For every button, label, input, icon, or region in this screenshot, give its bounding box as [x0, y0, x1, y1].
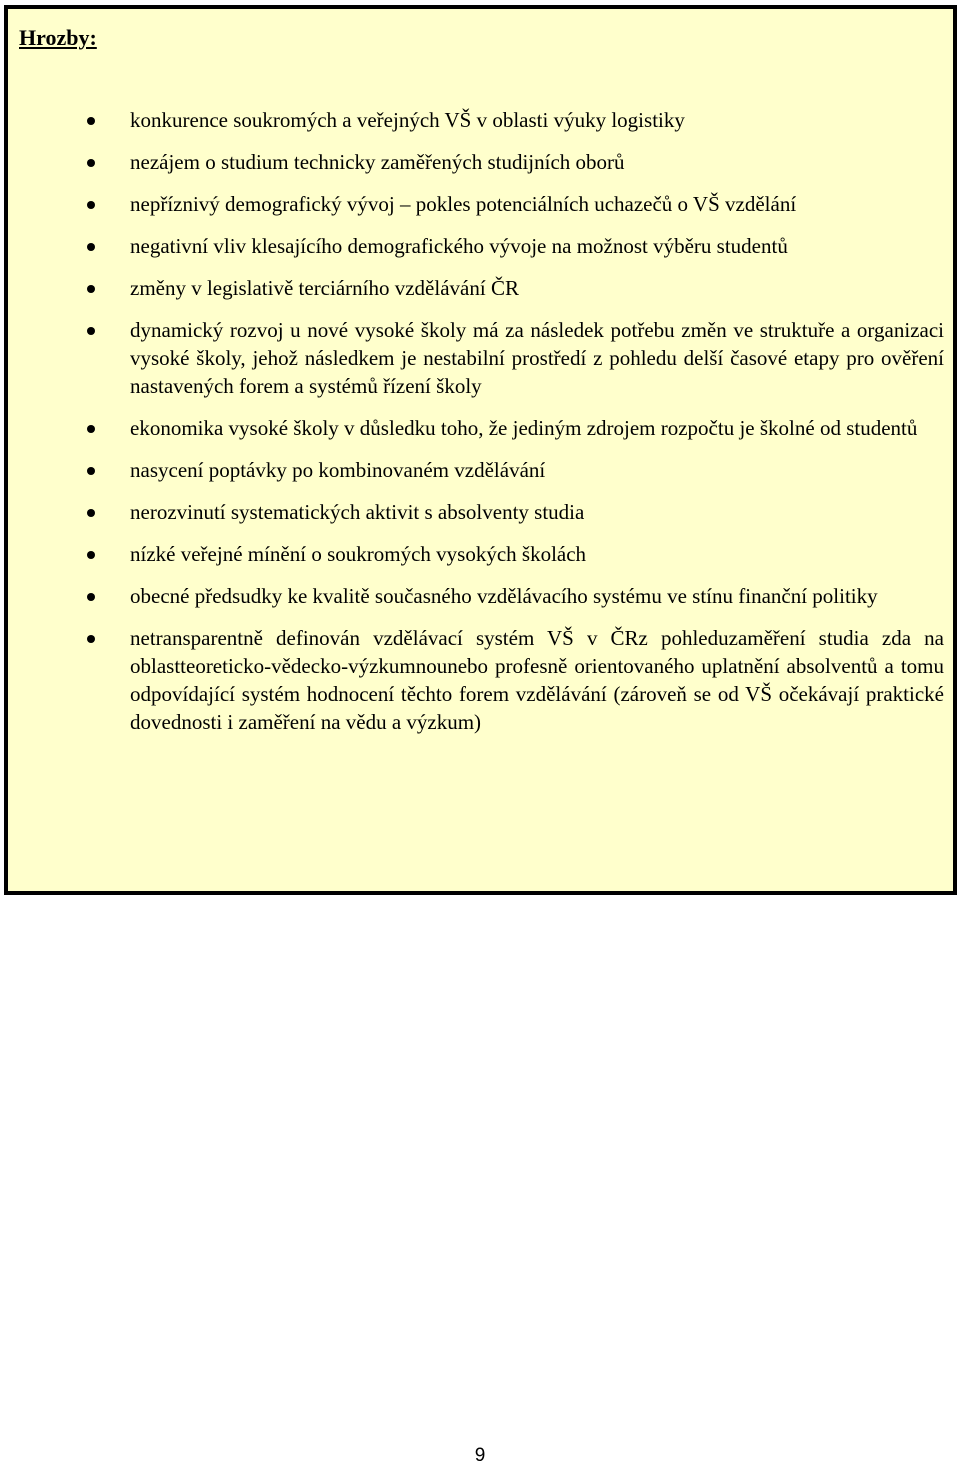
list-item-text: nerozvinutí systematických aktivit s absolventy studia: [130, 500, 585, 524]
list-item: [130, 624, 944, 736]
bullet-icon: [87, 201, 95, 209]
list-item-text: ekonomika vysoké školy v důsledku toho, že jediným zdrojem rozpočtu je školné od studentů: [130, 416, 918, 440]
list-item: [130, 414, 944, 442]
bullet-icon: [87, 635, 95, 643]
bullet-icon: [87, 117, 95, 125]
list-item-text: nízké veřejné mínění o soukromých vysokých školách: [130, 542, 587, 566]
page-number: 9: [474, 1445, 486, 1466]
bullet-icon: [87, 327, 95, 335]
bullet-icon: [87, 425, 95, 433]
list-item: [130, 274, 944, 302]
list-item-text: negativní vliv klesajícího demografického vývoje na možnost výběru studentů: [130, 234, 788, 258]
list-item: [130, 190, 944, 218]
bullet-icon: [87, 551, 95, 559]
list-item-text: nasycení poptávky po kombinovaném vzdělávání: [130, 458, 546, 482]
list-item: [130, 148, 944, 176]
bullet-icon: [87, 285, 95, 293]
list-item-text: nepříznivý demografický vývoj – pokles potenciálních uchazečů o VŠ vzdělání: [130, 192, 797, 216]
bullet-icon: [87, 509, 95, 517]
bullet-icon: [87, 243, 95, 251]
list-item: [130, 540, 944, 568]
list-item: [130, 316, 944, 400]
list-item-text: konkurence soukromých a veřejných VŠ v oblasti výuky logistiky: [130, 108, 685, 132]
threats-box: [4, 5, 957, 895]
bullet-icon: [87, 593, 95, 601]
list-item-text: nezájem o studium technicky zaměřených studijních oborů: [130, 150, 625, 174]
list-item-text: netransparentně definován vzdělávací systém VŠ v ČRz pohleduzaměření studia zda na oblastteoreticko-vědecko-výzkumnounebo profesně orientovaného uplatnění absolventů a tomu odpovídající systém hodnocení těchto forem vzdělávání (zároveň se od VŠ očekávají praktické dovednosti i zaměření na vědu a výzkum): [130, 626, 944, 734]
list-item: [130, 456, 944, 484]
list-item: [130, 498, 944, 526]
section-heading: Hrozby:: [19, 25, 97, 50]
bullet-icon: [87, 159, 95, 167]
list-item-text: dynamický rozvoj u nové vysoké školy má za následek potřebu změn ve struktuře a organizaci vysoké školy, jehož následkem je nestabilní prostředí z pohledu delší časové etapy pro ověření nastavených forem a systémů řízení školy: [130, 318, 944, 398]
list-item: [130, 106, 944, 134]
threats-list: [8, 106, 944, 750]
list-item: [130, 232, 944, 260]
list-item: [130, 582, 944, 610]
list-item-text: obecné předsudky ke kvalitě současného vzdělávacího systému ve stínu finanční politiky: [130, 584, 878, 608]
bullet-icon: [87, 467, 95, 475]
list-item-text: změny v legislativě terciárního vzdělávání ČR: [130, 276, 519, 300]
